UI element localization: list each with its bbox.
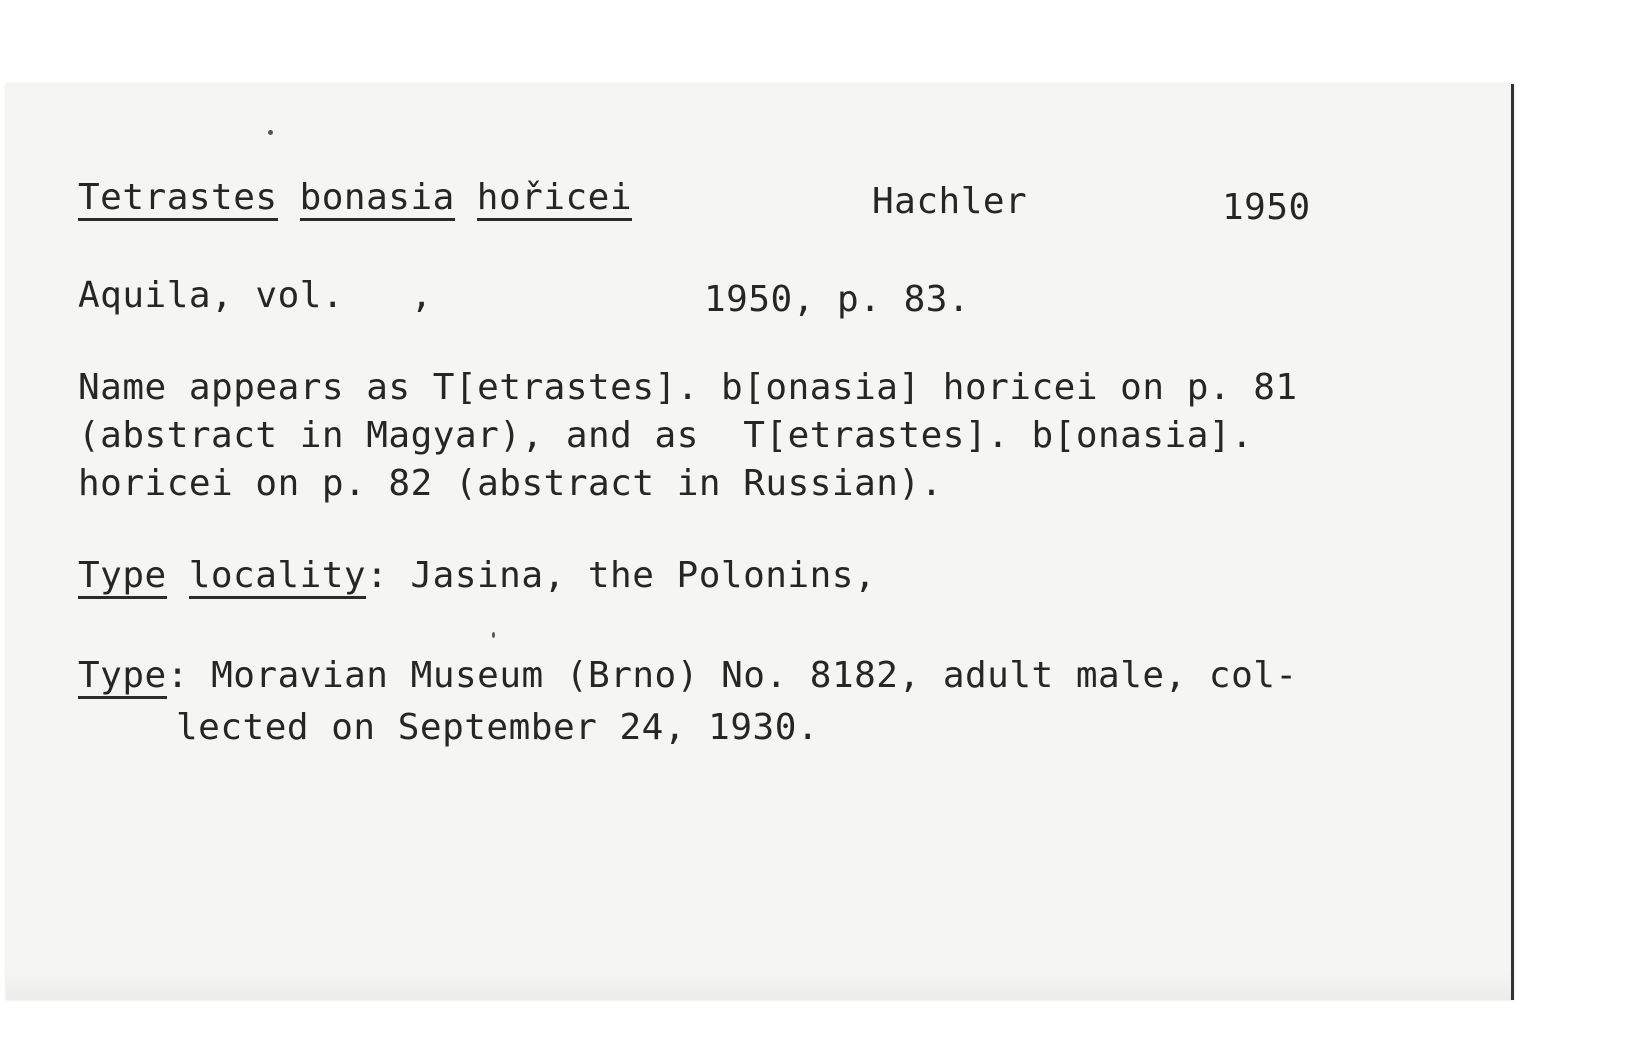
type-specimen-text-1: Moravian Museum (Brno) No. 8182, adult male, col- <box>211 655 1298 696</box>
type-specimen-line-1 <box>78 652 1298 700</box>
note-line-1: Name appears as T[etrastes]. b[onasia] horicei on p. 81 <box>78 367 1298 408</box>
note-line-3: horicei on p. 82 (abstract in Russian). <box>78 463 943 504</box>
citation-journal: Aquila, vol. , <box>78 275 433 316</box>
species-name: bonasia <box>300 178 455 221</box>
subspecies-name: hořicei <box>477 178 632 221</box>
type-specimen-line-2: lected on September 24, 1930. <box>176 707 820 748</box>
type-colon: : <box>166 655 189 696</box>
type-locality-colon: : <box>366 555 389 596</box>
citation-pages: 1950, p. 83. <box>704 279 971 320</box>
ink-speck <box>268 130 273 135</box>
ink-speck <box>492 632 495 638</box>
heading-year: 1950 <box>1222 187 1311 228</box>
note-line-2: (abstract in Magyar), and as T[etrastes]. b[onasia]. <box>78 415 1254 456</box>
type-locality-line <box>78 552 876 600</box>
author-name: Hachler <box>872 181 1028 222</box>
type-label: Type <box>78 656 167 699</box>
type-locality-label-locality: locality <box>189 556 366 599</box>
catalog-card <box>6 84 1514 1000</box>
genus-name: Tetrastes <box>78 178 278 221</box>
type-locality-label-type: Type <box>78 556 167 599</box>
type-locality-value: Jasina, the Polonins, <box>410 555 877 596</box>
heading-line <box>78 174 632 222</box>
